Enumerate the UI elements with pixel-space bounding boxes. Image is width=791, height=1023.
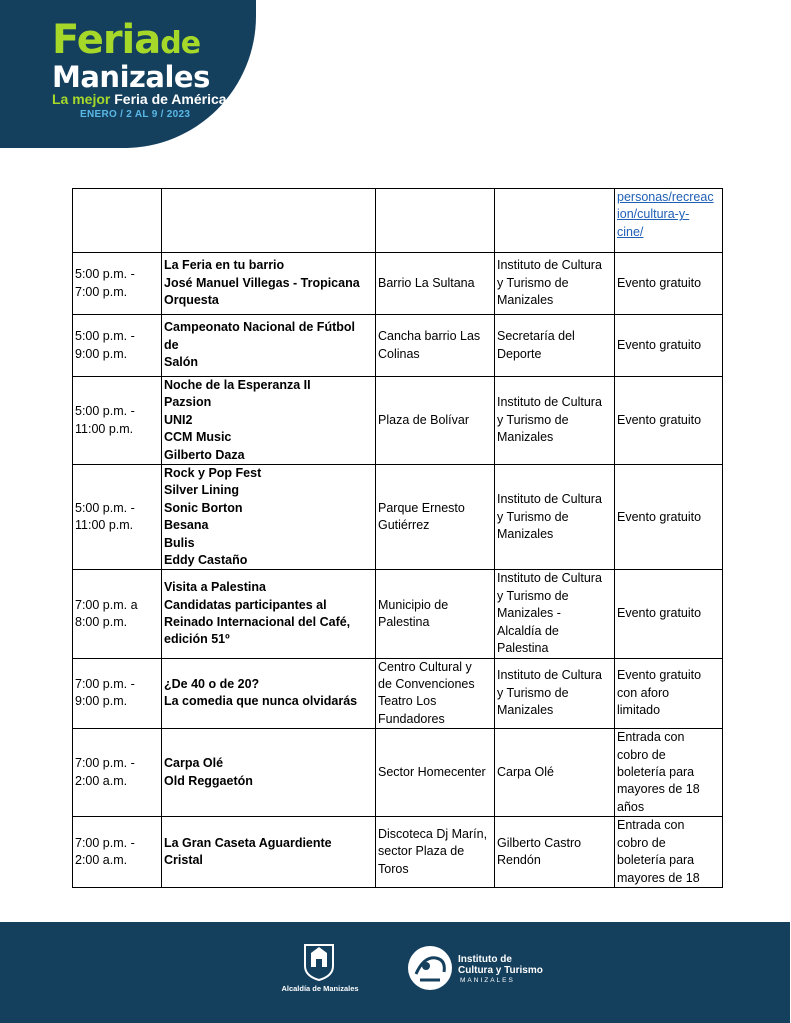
access-line: Entrada con xyxy=(617,730,685,745)
table-row xyxy=(73,465,723,570)
cell-time xyxy=(73,465,162,570)
cell-place xyxy=(376,253,495,315)
cell-access xyxy=(615,377,723,465)
place-line: Cancha barrio Las xyxy=(378,329,481,344)
table-cell xyxy=(615,189,723,253)
cell-event xyxy=(162,570,376,658)
organizer-line: Palestina xyxy=(497,641,549,656)
time-line: 7:00 p.m. xyxy=(75,284,128,299)
access-line: Evento gratuito xyxy=(617,606,702,621)
cell-access xyxy=(615,729,723,817)
event-line: Noche de la Esperanza II xyxy=(164,378,311,392)
time-line: 11:00 p.m. xyxy=(75,421,134,436)
cell-event xyxy=(162,465,376,570)
place-line: Teatro Los xyxy=(378,694,437,709)
logo-title-manizales: Manizales xyxy=(52,60,210,94)
time-line: 7:00 p.m. - xyxy=(75,676,135,691)
event-line: Silver Lining xyxy=(164,483,240,498)
organizer-line: Instituto de Cultura xyxy=(497,668,602,683)
table-row xyxy=(73,729,723,817)
place-line: Barrio La Sultana xyxy=(378,275,475,290)
alcaldia-label: Alcaldía de Manizales xyxy=(281,984,359,993)
cell-event xyxy=(162,253,376,315)
place-line: Sector Homecenter xyxy=(378,764,486,779)
place-line: Palestina xyxy=(378,614,430,629)
organizer-line: Manizales - xyxy=(497,606,561,621)
table-cell xyxy=(162,189,376,253)
instituto-name-line1: Instituto de xyxy=(458,954,512,965)
time-line: 5:00 p.m. - xyxy=(75,500,135,515)
event-line: Visita a Palestina xyxy=(164,580,266,595)
logo-title-feria: Feriade xyxy=(52,17,201,63)
cell-access xyxy=(615,465,723,570)
organizer-line: y Turismo de xyxy=(497,588,569,603)
organizer-line: Instituto de Cultura xyxy=(497,492,602,507)
table-cell xyxy=(376,189,495,253)
cell-organizer xyxy=(495,658,615,729)
time-line: 7:00 p.m. a xyxy=(75,597,138,612)
place-line: Centro Cultural y xyxy=(378,659,472,674)
access-line: boletería para xyxy=(617,853,695,868)
time-line: 5:00 p.m. - xyxy=(75,404,135,419)
organizer-line: Instituto de Cultura xyxy=(497,395,602,410)
cell-organizer xyxy=(495,377,615,465)
organizer-line: y Turismo de xyxy=(497,509,569,524)
event-line: La Feria en tu barrio xyxy=(164,258,285,273)
event-line: Reinado Internacional del Café, xyxy=(164,614,351,629)
time-line: 7:00 p.m. - xyxy=(75,835,135,850)
cell-place xyxy=(376,570,495,658)
cell-place xyxy=(376,817,495,888)
place-line: de Convenciones xyxy=(378,676,475,691)
place-line: Plaza de Bolívar xyxy=(378,412,470,427)
access-line: años xyxy=(617,799,645,814)
organizer-line: Manizales xyxy=(497,430,554,445)
event-line: Orquesta xyxy=(164,293,219,308)
place-line: Parque Ernesto xyxy=(378,500,465,515)
access-line: limitado xyxy=(617,703,661,718)
event-line: Bulis xyxy=(164,535,195,550)
cell-organizer xyxy=(495,315,615,377)
cell-event xyxy=(162,377,376,465)
access-line: Evento gratuito xyxy=(617,509,702,524)
event-line: Campeonato Nacional de Fútbol de xyxy=(164,320,355,352)
event-line: La comedia que nunca olvidarás xyxy=(164,694,358,709)
table-row xyxy=(73,570,723,658)
time-line: 7:00 p.m. - xyxy=(75,756,135,771)
alcaldia-shield-icon xyxy=(302,942,336,982)
organizer-line: Gilberto Castro xyxy=(497,835,582,850)
cell-organizer xyxy=(495,253,615,315)
event-line: UNI2 xyxy=(164,412,193,427)
table-row xyxy=(73,253,723,315)
cell-time xyxy=(73,253,162,315)
cell-place xyxy=(376,729,495,817)
cell-access xyxy=(615,253,723,315)
event-line: Salón xyxy=(164,355,199,370)
cell-organizer xyxy=(495,465,615,570)
access-line: mayores de 18 xyxy=(617,782,700,797)
event-line: Gilberto Daza xyxy=(164,447,245,462)
time-line: 9:00 p.m. xyxy=(75,346,128,361)
time-line: 2:00 a.m. xyxy=(75,773,128,788)
cell-place xyxy=(376,377,495,465)
event-line: Pazsion xyxy=(164,395,212,410)
instituto-name-line2: Cultura y Turismo xyxy=(458,965,543,976)
place-line: Discoteca Dj Marín, xyxy=(378,827,488,842)
logo-dates: ENERO / 2 AL 9 / 2023 xyxy=(80,109,191,120)
organizer-line: Carpa Olé xyxy=(497,764,554,779)
access-line: Evento gratuito xyxy=(617,668,702,683)
organizer-line: Manizales xyxy=(497,703,554,718)
event-line: La Gran Caseta Aguardiente Cristal xyxy=(164,835,332,868)
instituto-city: MANIZALES xyxy=(460,977,515,984)
time-line: 5:00 p.m. - xyxy=(75,267,135,282)
time-line: 8:00 p.m. xyxy=(75,614,128,629)
link-line: ion/cultura-y- xyxy=(617,207,690,222)
time-line: 5:00 p.m. - xyxy=(75,329,135,344)
place-line: Fundadores xyxy=(378,711,445,726)
cell-event xyxy=(162,315,376,377)
table-row xyxy=(73,658,723,729)
event-line: ¿De 40 o de 20? xyxy=(164,676,260,691)
event-line: Besana xyxy=(164,518,209,533)
organizer-line: Deporte xyxy=(497,346,542,361)
cell-access xyxy=(615,658,723,729)
organizer-line: Secretaría del xyxy=(497,329,575,344)
place-line: Colinas xyxy=(378,346,420,361)
access-line: Evento gratuito xyxy=(617,412,702,427)
cell-event xyxy=(162,658,376,729)
place-line: sector Plaza de xyxy=(378,844,465,859)
table-row xyxy=(73,817,723,888)
continued-link[interactable] xyxy=(617,189,720,241)
access-line: Evento gratuito xyxy=(617,275,702,290)
organizer-line: y Turismo de xyxy=(497,685,569,700)
time-line: 2:00 a.m. xyxy=(75,853,128,868)
cell-time xyxy=(73,570,162,658)
cell-place xyxy=(376,465,495,570)
link-line: personas/recreac xyxy=(617,190,714,204)
organizer-line: y Turismo de xyxy=(497,275,569,290)
header-logo-badge xyxy=(0,0,256,148)
access-line: cobro de xyxy=(617,747,666,762)
table-row xyxy=(73,189,723,253)
place-line: Toros xyxy=(378,861,409,876)
event-line: CCM Music xyxy=(164,430,232,445)
cell-time xyxy=(73,817,162,888)
organizer-line: Instituto de Cultura xyxy=(497,258,602,273)
cell-time xyxy=(73,315,162,377)
cell-time xyxy=(73,377,162,465)
cell-organizer xyxy=(495,729,615,817)
event-line: Candidatas participantes al xyxy=(164,597,327,612)
organizer-line: Rendón xyxy=(497,853,541,868)
events-table xyxy=(72,188,723,888)
cell-organizer xyxy=(495,570,615,658)
table-cell xyxy=(73,189,162,253)
access-line: mayores de 18 xyxy=(617,870,700,885)
cell-time xyxy=(73,729,162,817)
instituto-emblem-icon xyxy=(406,944,454,992)
event-line: Sonic Borton xyxy=(164,500,243,515)
cell-time xyxy=(73,658,162,729)
cell-place xyxy=(376,315,495,377)
cell-place xyxy=(376,658,495,729)
cell-access xyxy=(615,315,723,377)
access-line: con aforo xyxy=(617,685,670,700)
access-line: boletería para xyxy=(617,764,695,779)
table-row xyxy=(73,377,723,465)
event-line: edición 51º xyxy=(164,632,230,647)
cell-organizer xyxy=(495,817,615,888)
access-line: cobro de xyxy=(617,835,666,850)
access-line: Entrada con xyxy=(617,818,685,833)
organizer-line: Instituto de Cultura xyxy=(497,571,602,586)
event-line: José Manuel Villegas - Tropicana xyxy=(164,275,360,290)
event-line: Old Reggaetón xyxy=(164,773,253,788)
table-cell xyxy=(495,189,615,253)
event-line: Carpa Olé xyxy=(164,756,224,771)
logo-tagline: La mejor Feria de América xyxy=(52,91,227,107)
organizer-line: Alcaldía de xyxy=(497,623,559,638)
cell-event xyxy=(162,817,376,888)
cell-event xyxy=(162,729,376,817)
access-line: Evento gratuito xyxy=(617,337,702,352)
time-line: 11:00 p.m. xyxy=(75,518,134,533)
table-row xyxy=(73,315,723,377)
event-line: Rock y Pop Fest xyxy=(164,466,262,481)
organizer-line: y Turismo de xyxy=(497,412,569,427)
place-line: Gutiérrez xyxy=(378,518,430,533)
link-line: cine/ xyxy=(617,224,644,239)
event-line: Eddy Castaño xyxy=(164,553,248,568)
time-line: 9:00 p.m. xyxy=(75,694,128,709)
footer-bar xyxy=(0,922,790,1023)
cell-access xyxy=(615,817,723,888)
organizer-line: Manizales xyxy=(497,526,554,541)
place-line: Municipio de xyxy=(378,597,449,612)
cell-access xyxy=(615,570,723,658)
organizer-line: Manizales xyxy=(497,293,554,308)
